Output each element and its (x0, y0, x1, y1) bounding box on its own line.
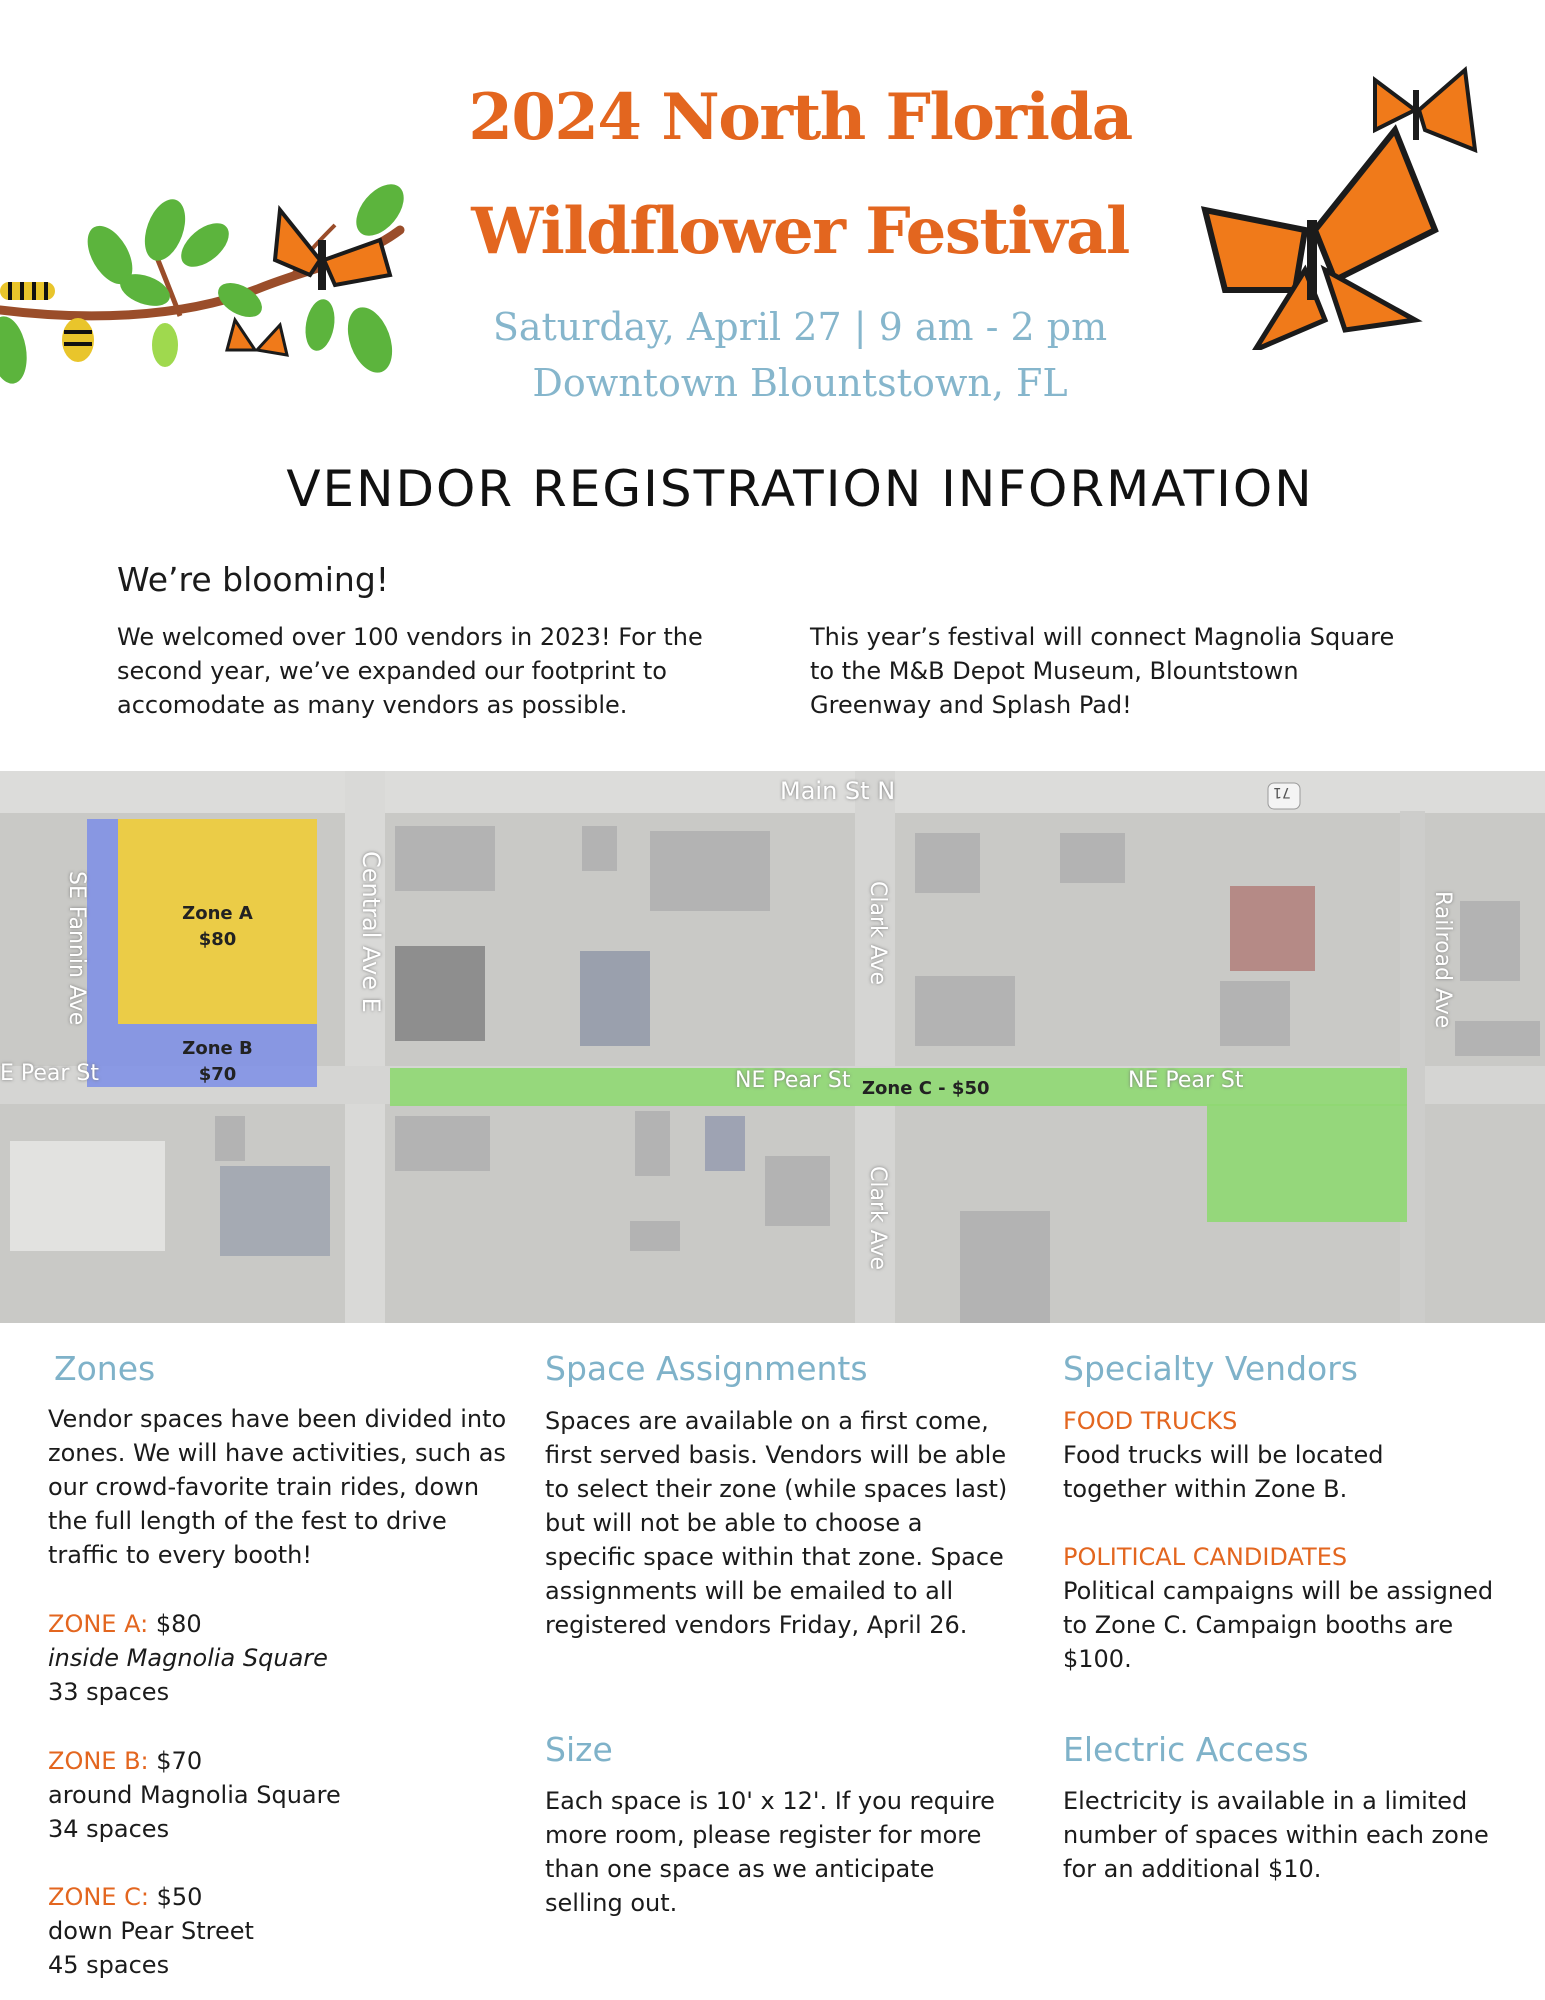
political-candidates-label: POLITICAL CANDIDATES (1063, 1543, 1348, 1571)
zone-a-label: ZONE A: (48, 1610, 149, 1638)
space-assignments-title: Space Assignments (545, 1349, 868, 1388)
zone-c-map-label: Zone C - $50 (862, 1078, 990, 1099)
zone-c-price: $50 (156, 1883, 203, 1911)
festival-title-line-1: 2024 North Florida (468, 80, 1132, 155)
zone-c-lot-area (1207, 1104, 1407, 1222)
zone-a-price: $80 (155, 1610, 202, 1638)
pear-st-right-label: NE Pear St (1128, 1068, 1244, 1093)
zone-b-price: $70 (156, 1747, 203, 1775)
zones-section-title: Zones (54, 1349, 156, 1388)
zone-b-location: around Magnolia Square (48, 1781, 341, 1809)
zone-a-map-name: Zone A (182, 903, 253, 924)
zone-b-map-name: Zone B (182, 1038, 253, 1059)
central-ave-label: Central Ave E (357, 851, 385, 1013)
zone-b-info (48, 1744, 488, 1846)
event-location: Downtown Blountstown, FL (532, 361, 1068, 405)
festival-zone-map (0, 771, 1545, 1323)
zone-b-map-price: $70 (198, 1064, 237, 1085)
route-71-badge: 71 (1273, 784, 1291, 800)
zones-description: Vendor spaces have been divided into zones. We will have activities, such as our crowd-favorite train rides, down the full length of the fest to drive traffic to every booth! (48, 1405, 507, 1569)
zone-c-info (48, 1880, 488, 1982)
pear-st-mid-label: NE Pear St (735, 1068, 851, 1093)
event-date-time: Saturday, April 27 | 9 am - 2 pm (492, 305, 1108, 349)
electric-access-title: Electric Access (1063, 1730, 1309, 1769)
zone-a-spaces: 33 spaces (48, 1678, 170, 1706)
size-text: Each space is 10' x 12'. If you require more room, please register for more than one space as we anticipate selling out. (545, 1787, 995, 1917)
zone-b-spaces: 34 spaces (48, 1815, 170, 1843)
space-assignments-text: Spaces are available on a first come, first served basis. Vendors will be able to select their zone (while spaces last) but will not be able to choose a specific space within that zone. Space assignments will be emailed to all registered vendors Friday, April 26. (545, 1407, 1008, 1639)
monarch-butterflies-illustration (1185, 30, 1525, 350)
zone-a-location: inside Magnolia Square (48, 1644, 328, 1672)
electric-access-text: Electricity is available in a limited number of spaces within each zone for an additional $10. (1063, 1787, 1489, 1883)
zone-c-location: down Pear Street (48, 1917, 254, 1945)
food-trucks-label: FOOD TRUCKS (1063, 1407, 1238, 1435)
zone-c-spaces: 45 spaces (48, 1951, 170, 1979)
fannin-ave-label: SE Fannin Ave (64, 871, 89, 1026)
specialty-vendors-title: Specialty Vendors (1063, 1349, 1358, 1388)
pear-st-left-label: E Pear St (0, 1061, 100, 1086)
railroad-ave-label: Railroad Ave (1430, 891, 1455, 1029)
page-heading: VENDOR REGISTRATION INFORMATION (286, 460, 1314, 518)
zone-a-info (48, 1607, 488, 1709)
size-title: Size (545, 1730, 613, 1769)
clark-ave-bottom-label: Clark Ave (865, 1166, 890, 1271)
main-street-label: Main St N (780, 777, 896, 805)
intro-text-left: We welcomed over 100 vendors in 2023! For the second year, we’ve expanded our footprint to accomodate as many vendors as possible. (117, 623, 703, 719)
intro-heading: We’re blooming! (117, 560, 390, 599)
food-trucks-text: Food trucks will be located together within Zone B. (1063, 1441, 1384, 1503)
zone-a-map-price: $80 (198, 929, 237, 950)
clark-ave-top-label: Clark Ave (865, 881, 890, 986)
festival-title-line-2: Wildflower Festival (471, 194, 1129, 269)
zone-b-label: ZONE B: (48, 1747, 149, 1775)
intro-text-right: This year’s festival will connect Magnolia Square to the M&B Depot Museum, Blountstown Greenway and Splash Pad! (810, 623, 1395, 719)
zone-c-label: ZONE C: (48, 1883, 149, 1911)
political-candidates-text: Political campaigns will be assigned to Zone C. Campaign booths are $100. (1063, 1577, 1494, 1673)
